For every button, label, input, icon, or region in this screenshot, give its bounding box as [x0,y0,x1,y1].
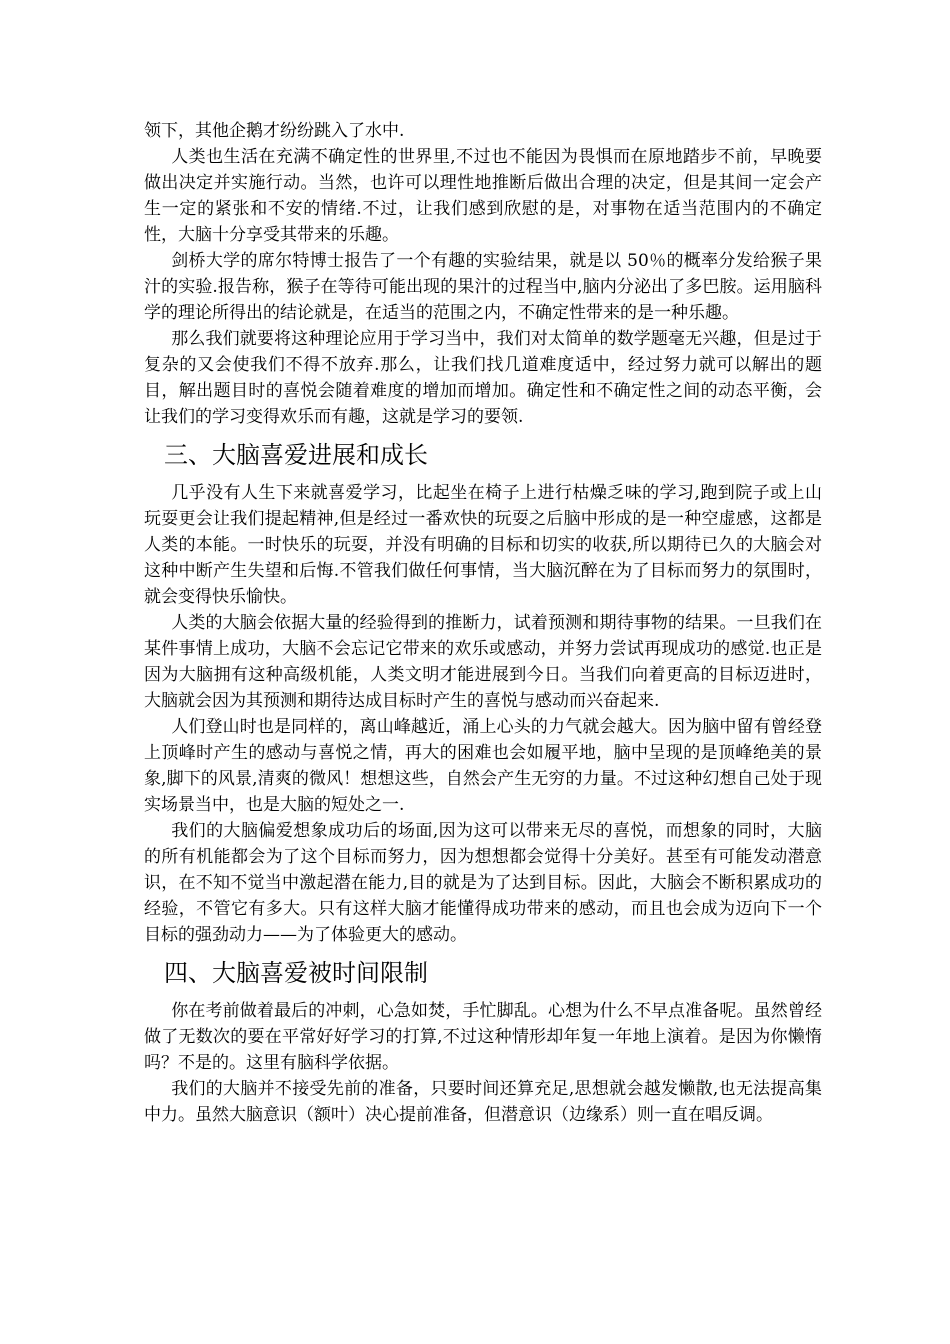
paragraph: 你在考前做着最后的冲刺，心急如焚，手忙脚乱。心想为什么不早点准备呢。虽然曾经做了无数次的要在平常好好学习的打算,不过这种情形却年复一年地上演着。是因为你懒惰吗？不是的。这里有脑科学依据。 [144,1001,822,1073]
paragraph: 人类的大脑会依据大量的经验得到的推断力，试着预测和期待事物的结果。一旦我们在某件事情上成功，大脑不会忘记它带来的欢乐或感动，并努力尝试再现成功的感觉.也正是因为大脑拥有这种高级机能，人类文明才能进展到今日。当我们向着更高的目标迈进时，大脑就会因为其预测和期待达成目标时产生的喜悦与感动而兴奋起来. [144,613,822,711]
section-heading-3: 三、大脑喜爱进展和成长 [164,441,428,469]
paragraph: 那么我们就要将这种理论应用于学习当中，我们对太简单的数学题毫无兴趣，但是过于复杂的又会使我们不得不放弃.那么，让我们找几道难度适中，经过努力就可以解出的题目，解出题目时的喜悦会随着难度的增加而增加。确定性和不确定性之间的动态平衡，会让我们的学习变得欢乐而有趣，这就是学习的要领. [144,329,822,427]
paragraph: 剑桥大学的席尔特博士报告了一个有趣的实验结果，就是以 50％的概率分发给猴子果汁的实验.报告称，猴子在等待可能出现的果汁的过程当中,脑内分泌出了多巴胺。运用脑科学的理论所得出的结论就是，在适当的范围之内，不确定性带来的是一种乐趣。 [144,251,822,323]
paragraph: 我们的大脑偏爱想象成功后的场面,因为这可以带来无尽的喜悦，而想象的同时，大脑的所有机能都会为了这个目标而努力，因为想想都会觉得十分美好。甚至有可能发动潜意识，在不知不觉当中激起潜在能力,目的就是为了达到目标。因此，大脑会不断积累成功的经验，不管它有多大。只有这样大脑才能懂得成功带来的感动，而且也会成为迈向下一个目标的强劲动力——为了体验更大的感动。 [144,821,822,945]
paragraph: 我们的大脑并不接受先前的准备，只要时间还算充足,思想就会越发懒散,也无法提高集中力。虽然大脑意识（额叶）决心提前准备，但潜意识（边缘系）则一直在唱反调。 [144,1079,822,1125]
paragraph: 人们登山时也是同样的，离山峰越近，涌上心头的力气就会越大。因为脑中留有曾经登上顶峰时产生的感动与喜悦之情，再大的困难也会如履平地，脑中呈现的是顶峰绝美的景象,脚下的风景,清爽的微风！想想这些，自然会产生无穷的力量。不过这种幻想自己处于现实场景当中，也是大脑的短处之一. [144,717,822,815]
paragraph: 几乎没有人生下来就喜爱学习，比起坐在椅子上进行枯燥乏味的学习,跑到院子或上山玩耍更会让我们提起精神,但是经过一番欢快的玩耍之后脑中形成的是一种空虚感，这都是人类的本能。一时快乐的玩耍，并没有明确的目标和切实的收获,所以期待已久的大脑会对这种中断产生失望和后悔.不管我们做任何事情，当大脑沉醉在为了目标而努力的氛围时，就会变得快乐愉快。 [144,483,822,607]
document-page [144,118,822,1128]
section-heading-4: 四、大脑喜爱被时间限制 [164,959,428,987]
paragraph: 领下，其他企鹅才纷纷跳入了水中. [144,121,405,141]
paragraph: 人类也生活在充满不确定性的世界里,不过也不能因为畏惧而在原地踏步不前，早晚要做出决定并实施行动。当然，也许可以理性地推断后做出合理的决定，但是其间一定会产生一定的紧张和不安的情绪.不过，让我们感到欣慰的是，对事物在适当范围内的不确定性，大脑十分享受其带来的乐趣。 [144,147,822,245]
